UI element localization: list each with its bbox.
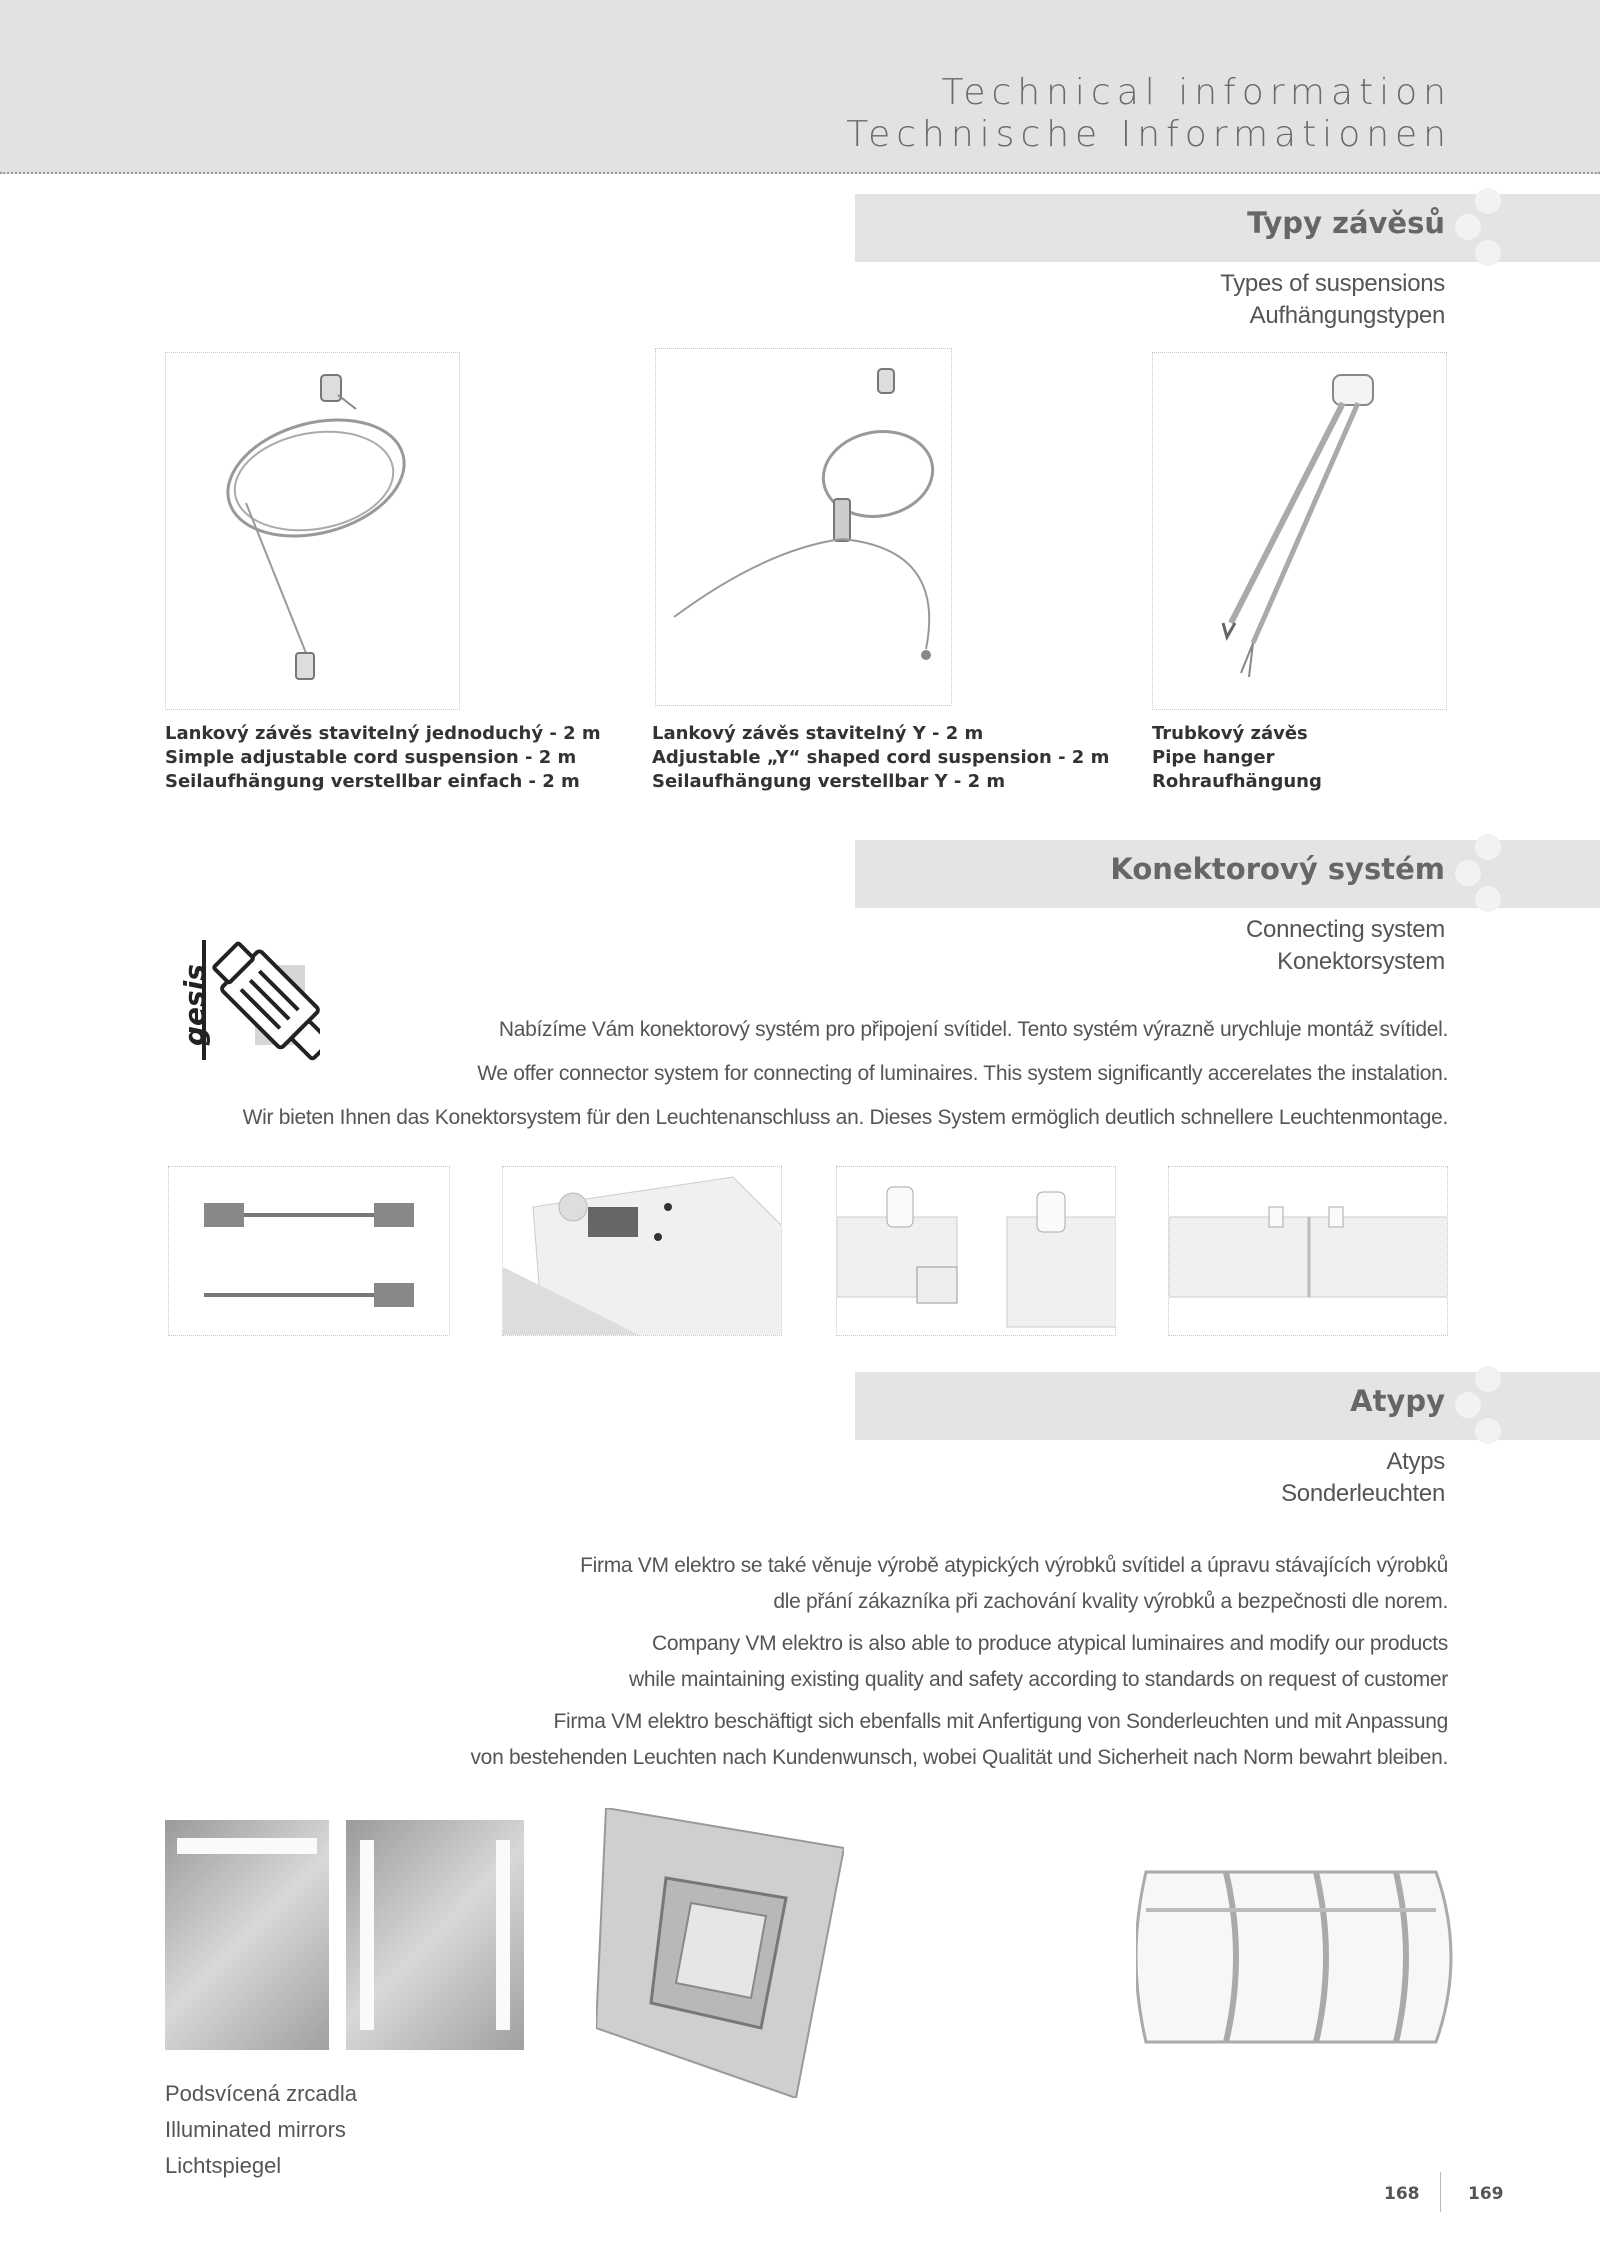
section-subtitle-en: Types of suspensions <box>1220 270 1445 297</box>
caption-line-cz: Trubkový závěs <box>1152 723 1308 744</box>
section-bar-suspensions <box>855 194 1600 262</box>
caption-y-cord <box>652 722 1109 794</box>
product-image-y-cord <box>655 348 952 706</box>
page-number-right: 169 <box>1468 2184 1504 2204</box>
tube-luminaire-illustration <box>1136 1862 1461 2052</box>
mirror-light-strip <box>177 1838 317 1854</box>
section-title: Typy závěsů <box>1247 206 1445 240</box>
page-number-left: 168 <box>1384 2184 1420 2204</box>
decorative-dots <box>1455 834 1515 914</box>
header-title-de: Technische Informationen <box>846 114 1452 155</box>
y-cord-suspension-illustration <box>656 349 952 706</box>
section-bar-connector <box>855 840 1600 908</box>
connector-text-en: We offer connector system for connecting of luminaires. This system significantly accerelates the instalation. <box>477 1062 1448 1085</box>
decorative-dots <box>1455 1366 1515 1446</box>
product-image-tube-luminaire <box>1136 1862 1461 2052</box>
connector-cables-illustration <box>169 1167 450 1336</box>
section-bar-atypes <box>855 1372 1600 1440</box>
product-image-mirror-side-lights <box>346 1820 524 2050</box>
connector-joint-illustration <box>1169 1167 1448 1336</box>
mirror-light-strip <box>360 1840 374 2030</box>
product-image-panel-luminaire <box>596 1808 844 2098</box>
caption-line-en: Adjustable „Y“ shaped cord suspension - 2 m <box>652 747 1110 768</box>
atypes-text-cz-1: Firma VM elektro se také věnuje výrobě atypických výrobků svítidel a úpravu stávajících výrobků <box>580 1554 1448 1577</box>
caption-line-en: Illuminated mirrors <box>165 2117 346 2142</box>
section-subtitle-en: Connecting system <box>1246 916 1445 943</box>
connector-image-lampholders <box>836 1166 1116 1336</box>
section-subtitle-de: Konektorsystem <box>1277 948 1445 975</box>
header-title-en: Technical information <box>941 72 1452 113</box>
gesis-logo <box>160 930 320 1065</box>
page-divider <box>1440 2172 1441 2212</box>
caption-line-cz: Lankový závěs stavitelný jednoduchý - 2 m <box>165 723 601 744</box>
section-subtitle-de: Sonderleuchten <box>1281 1480 1445 1507</box>
atypes-text-cz-2: dle přání zákazníka při zachování kvality výrobků a bezpečnosti dle norem. <box>773 1590 1448 1613</box>
caption-line-de: Seilaufhängung verstellbar Y - 2 m <box>652 771 1006 792</box>
mirror-light-strip <box>496 1840 510 2030</box>
section-title: Atypy <box>1350 1384 1445 1418</box>
caption-line-de: Lichtspiegel <box>165 2153 282 2178</box>
caption-mirrors <box>165 2076 357 2184</box>
caption-line-cz: Lankový závěs stavitelný Y - 2 m <box>652 723 984 744</box>
cord-suspension-illustration <box>166 353 460 710</box>
atypes-text-en-1: Company VM elektro is also able to produce atypical luminaires and modify our products <box>652 1632 1448 1655</box>
caption-simple-cord <box>165 722 601 794</box>
caption-line-cz: Podsvícená zrcadla <box>165 2081 357 2106</box>
caption-pipe-hanger <box>1152 722 1322 794</box>
connector-lampholders-illustration <box>837 1167 1116 1336</box>
atypes-text-en-2: while maintaining existing quality and safety according to standards on request of customer <box>628 1668 1448 1691</box>
connector-image-joint <box>1168 1166 1448 1336</box>
gesis-logo-text: gesis <box>178 964 211 1046</box>
pipe-hanger-illustration <box>1153 353 1447 710</box>
section-subtitle-en: Atyps <box>1386 1448 1445 1475</box>
atypes-text-de-2: von bestehenden Leuchten nach Kundenwunsch, wobei Qualität und Sicherheit nach Norm bewahrt bleiben. <box>470 1746 1448 1769</box>
product-image-mirror-top-light <box>165 1820 329 2050</box>
panel-luminaire-illustration <box>596 1808 844 2098</box>
connector-socket-illustration <box>503 1167 782 1336</box>
product-image-simple-cord <box>165 352 460 710</box>
connector-image-cables <box>168 1166 450 1336</box>
caption-line-de: Rohraufhängung <box>1152 771 1322 792</box>
section-title: Konektorový systém <box>1110 852 1445 886</box>
caption-line-en: Simple adjustable cord suspension - 2 m <box>165 747 577 768</box>
connector-image-socket <box>502 1166 782 1336</box>
caption-line-en: Pipe hanger <box>1152 747 1275 768</box>
decorative-dots <box>1455 188 1515 268</box>
caption-line-de: Seilaufhängung verstellbar einfach - 2 m <box>165 771 580 792</box>
product-image-pipe-hanger <box>1152 352 1447 710</box>
section-subtitle-de: Aufhängungstypen <box>1249 302 1445 329</box>
connector-text-de: Wir bieten Ihnen das Konektorsystem für den Leuchtenanschluss an. Dieses System ermöglich deutlich schnellere Leuchtenmontage. <box>242 1106 1448 1129</box>
connector-text-cz: Nabízíme Vám konektorový systém pro připojení svítidel. Tento systém výrazně urychluje montáž svítidel. <box>498 1018 1448 1041</box>
atypes-text-de-1: Firma VM elektro beschäftigt sich ebenfalls mit Anfertigung von Sonderleuchten und mit Anpassung <box>553 1710 1448 1733</box>
